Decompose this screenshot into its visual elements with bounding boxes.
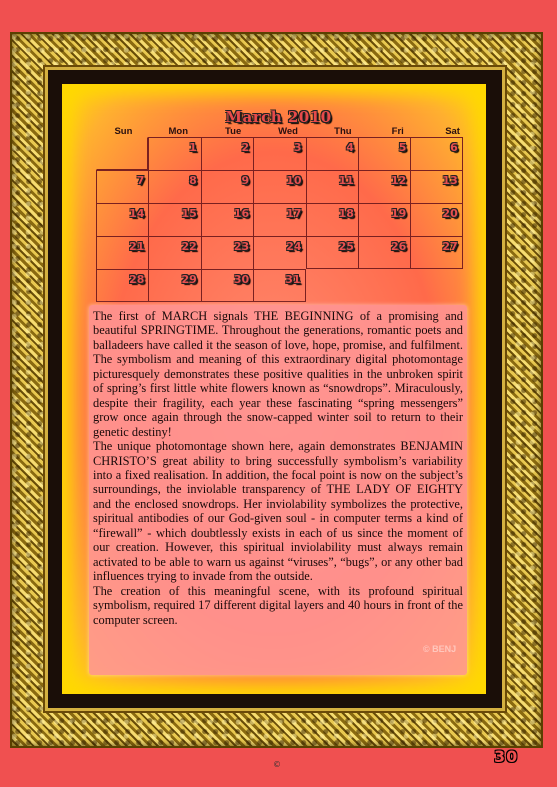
calendar-day-cell: [201, 170, 253, 203]
calendar-day-cell: [201, 236, 253, 269]
calendar-day-cell: [96, 203, 148, 236]
calendar-day-number: 6: [450, 141, 458, 154]
calendar-day-number: 1: [189, 141, 197, 154]
calendar-day-number: 20: [442, 207, 458, 220]
calendar-day-cell: [410, 137, 462, 170]
calendar-day-cell: [201, 269, 253, 302]
calendar-day-cell: [253, 203, 305, 236]
weekday-label: Mon: [168, 126, 189, 137]
calendar-day-number: 23: [233, 240, 250, 253]
calendar-day-number: 8: [189, 174, 197, 187]
calendar-day-cell: [410, 170, 462, 203]
calendar-day-cell: [253, 269, 305, 302]
article-paragraph: The unique photomontage shown here, again demonstrates BENJAMIN CHRISTO’S great ability to bring successfully symbolism’s variability into a fixed realisation. In addition, the focal point is now on the subject’s surroundings, the inviolable transparency of THE LADY OF EIGHTY and the enclosed snowdrops. Her inviolability symbolizes the protective, spiritual antibodies of our God-given soul - in computer terms a kind of “firewall” - which doubtlessly exists in each of us since the moment of our creation. However, this spiritual inviolability must always remain activated to be able to warn us against “viruses”, “bugs”, or any other bad influences trying to invade from the outside.: [93, 439, 463, 584]
calendar-day-number: 13: [442, 174, 458, 187]
calendar-day-number: 14: [129, 207, 145, 220]
weekday-label: Sat: [445, 126, 460, 137]
calendar-day-cell: [410, 203, 462, 236]
weekday-label: Tue: [225, 126, 242, 137]
calendar-day-number: 16: [233, 207, 250, 220]
calendar-empty-cell: [96, 137, 148, 170]
calendar-day-number: 3: [293, 141, 302, 154]
calendar-day-number: 26: [391, 240, 407, 253]
calendar-day-cell: [96, 269, 148, 302]
calendar-day-cell: [306, 203, 358, 236]
weekday-label: Wed: [278, 126, 298, 137]
calendar-day-number: 4: [346, 141, 354, 154]
article-paragraph: The creation of this meaningful scene, with its profound spiritual symbolism, required 17 different digital layers and 40 hours in front of the computer screen.: [93, 583, 463, 627]
copyright-icon: ©: [273, 760, 281, 769]
calendar-grid: [96, 137, 463, 302]
calendar-day-number: 25: [338, 240, 354, 253]
calendar-day-number: 21: [129, 240, 145, 253]
calendar-day-cell: [306, 137, 358, 170]
calendar-day-cell: [253, 236, 305, 269]
calendar-day-number: 10: [286, 174, 302, 187]
calendar-day-number: 24: [286, 240, 302, 253]
calendar-day-cell: [148, 236, 200, 269]
calendar-day-number: 27: [442, 240, 458, 253]
calendar-empty-cell: [358, 269, 410, 302]
calendar-empty-cell: [306, 269, 358, 302]
calendar-day-number: 2: [241, 141, 250, 154]
calendar-day-number: 28: [129, 273, 145, 286]
calendar-day-number: 18: [338, 207, 354, 220]
calendar-day-cell: [253, 137, 305, 170]
calendar-day-number: 29: [181, 273, 197, 286]
calendar-day-number: 19: [391, 207, 407, 220]
calendar-day-cell: [148, 170, 200, 203]
calendar-day-cell: [148, 203, 200, 236]
weekday-label: Fri: [391, 126, 404, 137]
calendar-day-number: 5: [398, 141, 407, 154]
calendar-day-number: 15: [181, 207, 197, 220]
page-number: 30: [494, 747, 519, 766]
calendar-day-number: 30: [233, 273, 250, 286]
article-body: [93, 309, 463, 627]
calendar-day-cell: [358, 203, 410, 236]
calendar-empty-cell: [410, 269, 462, 302]
calendar-day-number: 7: [136, 174, 145, 187]
calendar-day-number: 12: [391, 174, 407, 187]
calendar-day-cell: [148, 137, 200, 170]
calendar-day-cell: [253, 170, 305, 203]
calendar-title: March 2010: [225, 108, 332, 126]
calendar-day-cell: [201, 137, 253, 170]
watermark: © BENJ: [423, 644, 457, 654]
article-paragraph: The first of MARCH signals THE BEGINNING of a promising and beautiful SPRINGTIME. Throughout the generations, romantic poets and balladeers have called it the season of love, hope, promise, and fulfilment. The symbolism and meaning of this extraordinary digital photomontage picturesquely demonstrates these positive qualities in the unbroken spirit of spring’s first little white flowers known as “snowdrops”. Miraculously, despite their fragility, each year these fascinating “spring messengers” grow once again through the snow-capped winter soil to return to their genetic destiny!: [93, 309, 463, 439]
calendar-day-cell: [358, 170, 410, 203]
calendar-day-cell: [410, 236, 462, 269]
calendar-day-cell: [306, 170, 358, 203]
calendar-weekdays: [96, 126, 480, 137]
calendar-day-cell: [96, 236, 148, 269]
calendar-day-number: 31: [285, 273, 301, 286]
weekday-label: Sun: [114, 126, 133, 137]
calendar-day-cell: [201, 203, 253, 236]
calendar-day-number: 11: [338, 174, 354, 187]
calendar-day-cell: [358, 236, 410, 269]
calendar-day-number: 9: [241, 174, 250, 187]
calendar-day-cell: [306, 236, 358, 269]
calendar-day-cell: [358, 137, 410, 170]
calendar-day-number: 22: [181, 240, 197, 253]
calendar-day-cell: [148, 269, 200, 302]
weekday-label: Thu: [334, 126, 352, 137]
calendar-day-cell: [96, 170, 148, 203]
calendar-day-number: 17: [286, 207, 302, 220]
